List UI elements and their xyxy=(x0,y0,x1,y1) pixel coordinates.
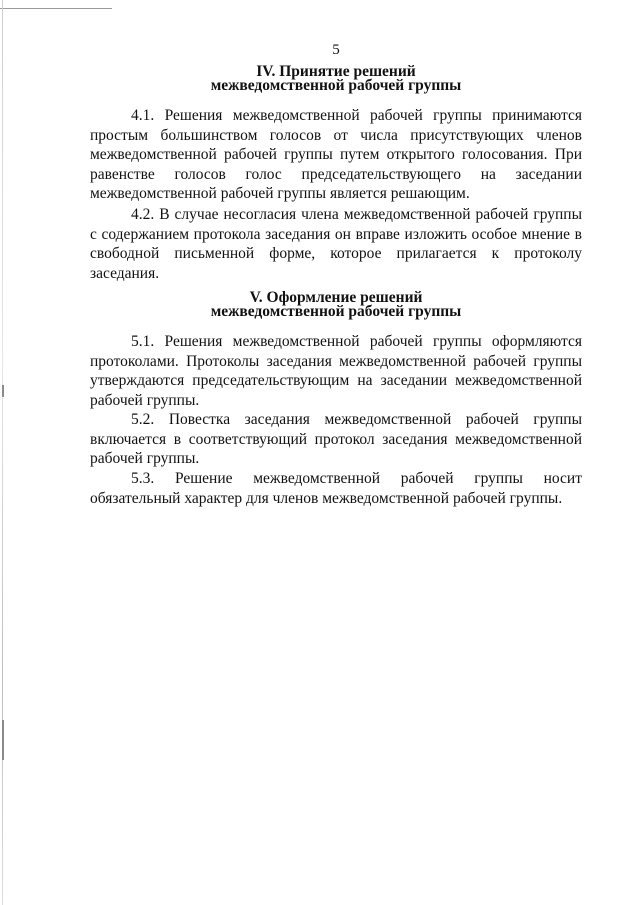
section-4-subtitle: межведомственной рабочей группы xyxy=(210,77,462,94)
scan-left-edge xyxy=(2,0,3,905)
paragraph-5-1: 5.1. Решения межведомственной рабочей группы оформляются протоколами. Протоколы заседания межведомственной рабочей группы утверждаются председательствующим на заседании межведомственной рабочей группы. xyxy=(90,333,582,409)
section-5-title: V. Оформление решений xyxy=(249,289,423,306)
paragraph-4-1: 4.1. Решения межведомственной рабочей группы принимаются простым большинством голосов от числа присутствующих членов межведомственной рабочей группы путем открытого голосования. При равенстве голосов голос председательствующего на заседании межведомственной рабочей группы является решающим. xyxy=(90,107,582,203)
section-5-subtitle: межведомственной рабочей группы xyxy=(210,303,462,320)
scan-mark xyxy=(2,720,4,760)
page-number: 5 xyxy=(332,42,340,58)
paragraph-4-2: 4.2. В случае несогласия члена межведомственной рабочей группы с содержанием протокола заседания он вправе изложить особое мнение в свободной письменной форме, которое прилагается к протоколу заседания. xyxy=(90,206,582,282)
paragraph-5-2: 5.2. Повестка заседания межведомственной рабочей группы включается в соответствующий протокол заседания межведомственной рабочей группы. xyxy=(90,411,582,468)
scan-mark xyxy=(2,385,4,397)
paragraph-5-3: 5.3. Решение межведомственной рабочей группы носит обязательный характер для членов межведомственной рабочей группы. xyxy=(90,470,582,507)
scan-edge-line xyxy=(0,8,112,9)
section-4-title: IV. Принятие решений xyxy=(256,63,416,80)
